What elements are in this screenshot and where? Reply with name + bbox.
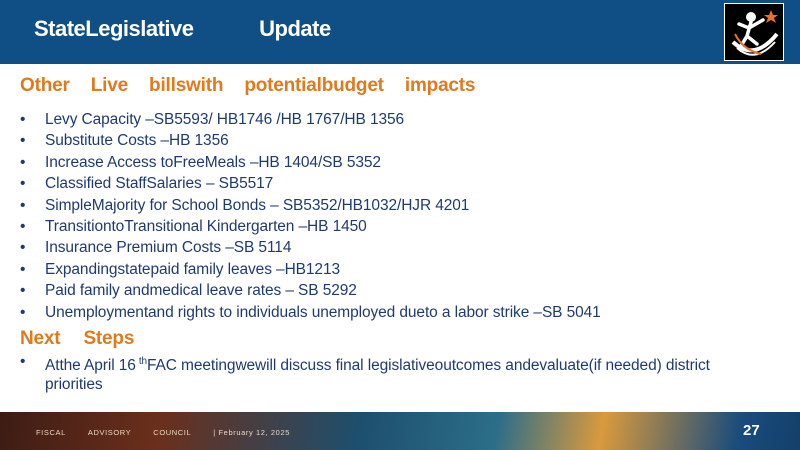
footer-date: | February 12, 2025	[213, 428, 290, 437]
list-item: • Increase Access toFreeMeals –HB 1404/SB 5352	[20, 152, 601, 173]
footer-org-word-1: FISCAL	[36, 428, 66, 437]
list-item: • SimpleMajority for School Bonds – SB5352/HB1032/HJR 4201	[20, 195, 601, 216]
ordinal-suffix: th	[138, 356, 147, 367]
footer-org-word-2: ADVISORY	[87, 428, 132, 437]
header-bar	[0, 0, 800, 64]
section-heading-other-bills: Other Live billswith potentialbudget impacts	[20, 75, 476, 96]
footer-bar	[0, 412, 800, 450]
list-item: • Substitute Costs –HB 1356	[20, 130, 601, 151]
bill-list	[20, 109, 601, 323]
list-item: • Paid family andmedical leave rates – SB 5292	[20, 280, 601, 301]
next-step-text-end: FAC meetingwewill discuss final legislativeoutcomes andevaluate(if needed) district priorities	[45, 357, 710, 393]
list-item: • TransitiontoTransitional Kindergarten –HB 1450	[20, 216, 601, 237]
logo-icon	[724, 3, 784, 61]
footer-org-word-3: COUNCIL	[153, 428, 192, 437]
list-item: • Levy Capacity –SB5593/ HB1746 /HB 1767/HB 1356	[20, 109, 601, 130]
page-number: 27	[743, 422, 760, 439]
slide-title: StateLegislative Update	[34, 16, 331, 41]
list-item: • Classified StaffSalaries – SB5517	[20, 173, 601, 194]
list-item: • Unemploymentand rights to individuals unemployed dueto a labor strike –SB 5041	[20, 302, 601, 323]
next-steps-list	[20, 352, 745, 394]
next-step-text-start: Atthe April 16	[45, 357, 136, 374]
footer-caption	[36, 428, 312, 437]
list-item: • Insurance Premium Costs –SB 5114	[20, 237, 601, 258]
list-item: • Expandingstatepaid family leaves –HB1213	[20, 259, 601, 280]
section-heading-next-steps: Next Steps	[20, 328, 135, 349]
list-item	[20, 352, 745, 394]
